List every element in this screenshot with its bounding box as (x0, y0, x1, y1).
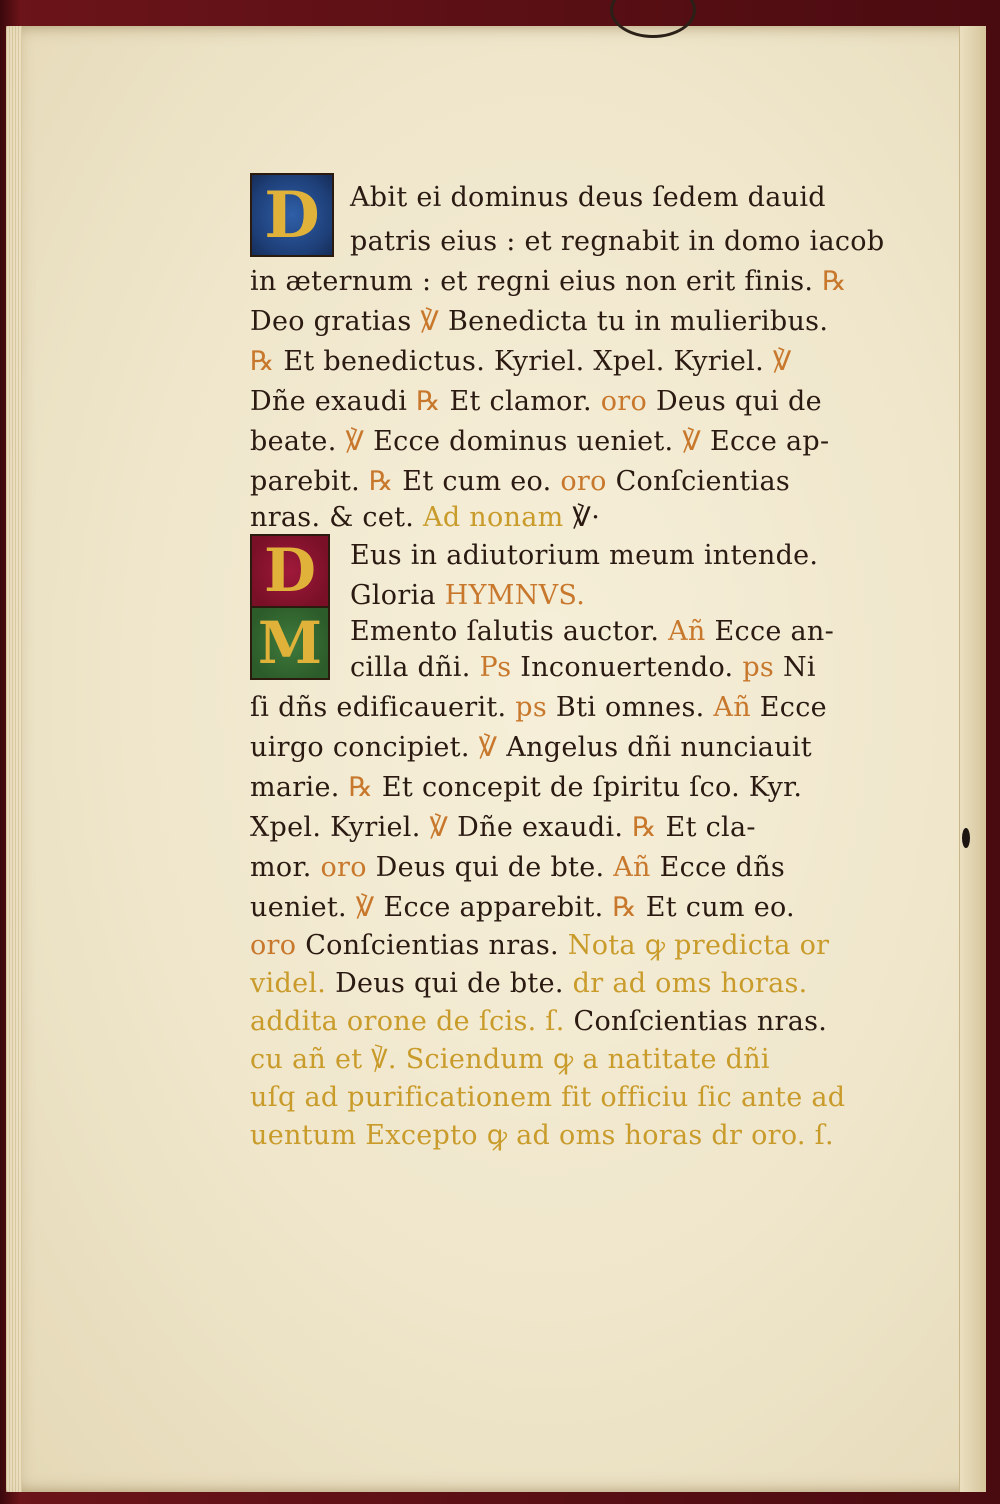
text-line (350, 178, 826, 218)
text-segment: in æternum : et regni eius non erit finis. (250, 266, 823, 297)
rubric-segment: oro (560, 466, 607, 497)
gold-rubric-segment: uentum Excepto ꝙ ad oms horas dr oro. ſ. (250, 1120, 834, 1151)
text-segment: ℣· (563, 502, 601, 533)
rubric-segment: ℣ (772, 346, 792, 377)
gold-rubric-segment: uſq ad purificationem fit officiu ſic ante ad (250, 1082, 846, 1113)
text-segment: beate. (250, 426, 346, 457)
text-segment: Ecce apparebit. (374, 892, 613, 923)
text-line (350, 612, 834, 652)
rubric-segment: ℣ (355, 892, 375, 923)
text-segment: Et cum eo. (393, 466, 561, 497)
text-segment: Deus qui de bte. (335, 968, 573, 999)
rubric-segment: ℣ (429, 812, 449, 843)
text-segment: parebit. (250, 466, 369, 497)
text-segment: uirgo concipiet. (250, 732, 479, 763)
text-line (350, 222, 884, 262)
text-line (250, 728, 812, 768)
rubric-segment: Ps (479, 652, 512, 683)
rubric-segment: oro (250, 930, 297, 961)
rubric-segment: ℞ (250, 346, 284, 377)
text-line (250, 768, 802, 808)
text-segment: Angelus dñi nunciauit (497, 732, 812, 763)
rubric-segment: ℞ (348, 772, 374, 803)
text-segment: Ecce dñs (650, 852, 786, 883)
text-segment: Inconuertendo. (511, 652, 743, 683)
text-line (250, 498, 600, 538)
text-line (250, 462, 790, 502)
text-segment: ueniet. (250, 892, 356, 923)
rubric-segment: ℣ (682, 426, 702, 457)
text-line (350, 536, 818, 576)
rubric-segment: ℞ (632, 812, 657, 843)
rubric-segment: ℣ (345, 426, 365, 457)
gold-rubric-segment: cu añ et ℣. Sciendum ꝙ a natitate dñi (250, 1044, 770, 1075)
rubric-segment: HYMNVS. (435, 580, 586, 611)
text-segment: Ni (774, 652, 816, 683)
text-line (250, 688, 827, 728)
rubric-segment: ps (742, 652, 775, 683)
text-segment: Deus qui de (647, 386, 822, 417)
rubric-segment: ℞ (416, 386, 450, 417)
text-line (250, 342, 792, 382)
text-segment: Ecce (750, 692, 827, 723)
text-segment: Conſcientias nras. (573, 1006, 828, 1037)
text-segment: Gloria (350, 580, 436, 611)
text-segment: ſi dñs edificauerit. (250, 692, 516, 723)
text-segment: Dñe exaudi. (448, 812, 633, 843)
text-segment: Et cum eo. (636, 892, 795, 923)
illuminated-initial-m: M (250, 606, 330, 680)
rubric-segment: ℞ (822, 266, 847, 297)
text-segment: Dñe exaudi (250, 386, 417, 417)
text-segment: Bti omnes. (547, 692, 714, 723)
rubric-segment: ℞ (612, 892, 637, 923)
text-segment: Deus qui de bte. (366, 852, 614, 883)
text-segment: Conſcientias nras. (296, 930, 568, 961)
rubric-segment: ℞ (368, 466, 394, 497)
text-line (350, 576, 585, 616)
text-line (250, 1002, 827, 1042)
text-line (250, 382, 822, 422)
rubric-segment: Añ (668, 616, 706, 647)
gold-rubric-segment: addita orone de ſcis. ſ. (250, 1006, 574, 1037)
text-segment: Eus in adiutorium meum intende. (350, 540, 819, 571)
text-segment: marie. (250, 772, 349, 803)
text-segment: Ecce an- (705, 616, 835, 647)
binding-stitch (962, 828, 970, 848)
text-line (250, 262, 847, 302)
text-line (250, 1116, 834, 1156)
text-line (250, 808, 756, 848)
text-segment: Conſcientias (606, 466, 791, 497)
text-segment: Benedicta tu in mulieribus. (439, 306, 829, 337)
text-segment: Ecce ap- (701, 426, 830, 457)
text-segment: cilla dñi. (350, 652, 480, 683)
text-line (250, 926, 829, 966)
text-line (350, 648, 816, 688)
page-stack-edge-left (6, 26, 22, 1492)
text-line (250, 848, 785, 888)
text-line (250, 422, 829, 462)
rubric-segment: Añ (713, 692, 751, 723)
text-segment: Et clamor. (449, 386, 601, 417)
rubric-segment: oro (600, 386, 648, 417)
gold-rubric-segment: Ad nonam (423, 502, 564, 533)
rubric-segment: ps (515, 692, 548, 723)
gold-rubric-segment: videl. (250, 968, 336, 999)
text-line (250, 888, 795, 928)
text-segment: Et cla- (656, 812, 756, 843)
text-segment: Abit ei dominus deus ſedem dauid (350, 182, 826, 213)
rubric-segment: ℣ (478, 732, 498, 763)
text-segment: Et benedictus. Kyriel. Xpel. Kyriel. (283, 346, 773, 377)
gold-rubric-segment: Nota ꝙ predicta or (567, 930, 830, 961)
text-segment: Xpel. Kyriel. (250, 812, 430, 843)
text-segment: Et concepit de ſpiritu ſco. Kyr. (373, 772, 803, 803)
illuminated-initial-d-second: D (250, 534, 330, 608)
text-segment: patris eius : et regnabit in domo iacob (350, 226, 885, 257)
text-segment: Emento ſalutis auctor. (350, 616, 669, 647)
page-stack-edge-right (959, 26, 986, 1492)
text-line (250, 1078, 845, 1118)
text-segment: nras. & cet. (250, 502, 424, 533)
rubric-segment: Añ (613, 852, 651, 883)
rubric-segment: ℣ (420, 306, 440, 337)
text-line (250, 1040, 770, 1080)
text-line (250, 302, 828, 342)
text-segment: mor. (250, 852, 321, 883)
text-line (250, 964, 808, 1004)
illuminated-initial-d: D (250, 173, 334, 257)
text-segment: Deo gratias (250, 306, 421, 337)
rubric-segment: oro (320, 852, 367, 883)
gold-rubric-segment: dr ad oms horas. (572, 968, 808, 999)
text-segment: Ecce dominus ueniet. (364, 426, 683, 457)
